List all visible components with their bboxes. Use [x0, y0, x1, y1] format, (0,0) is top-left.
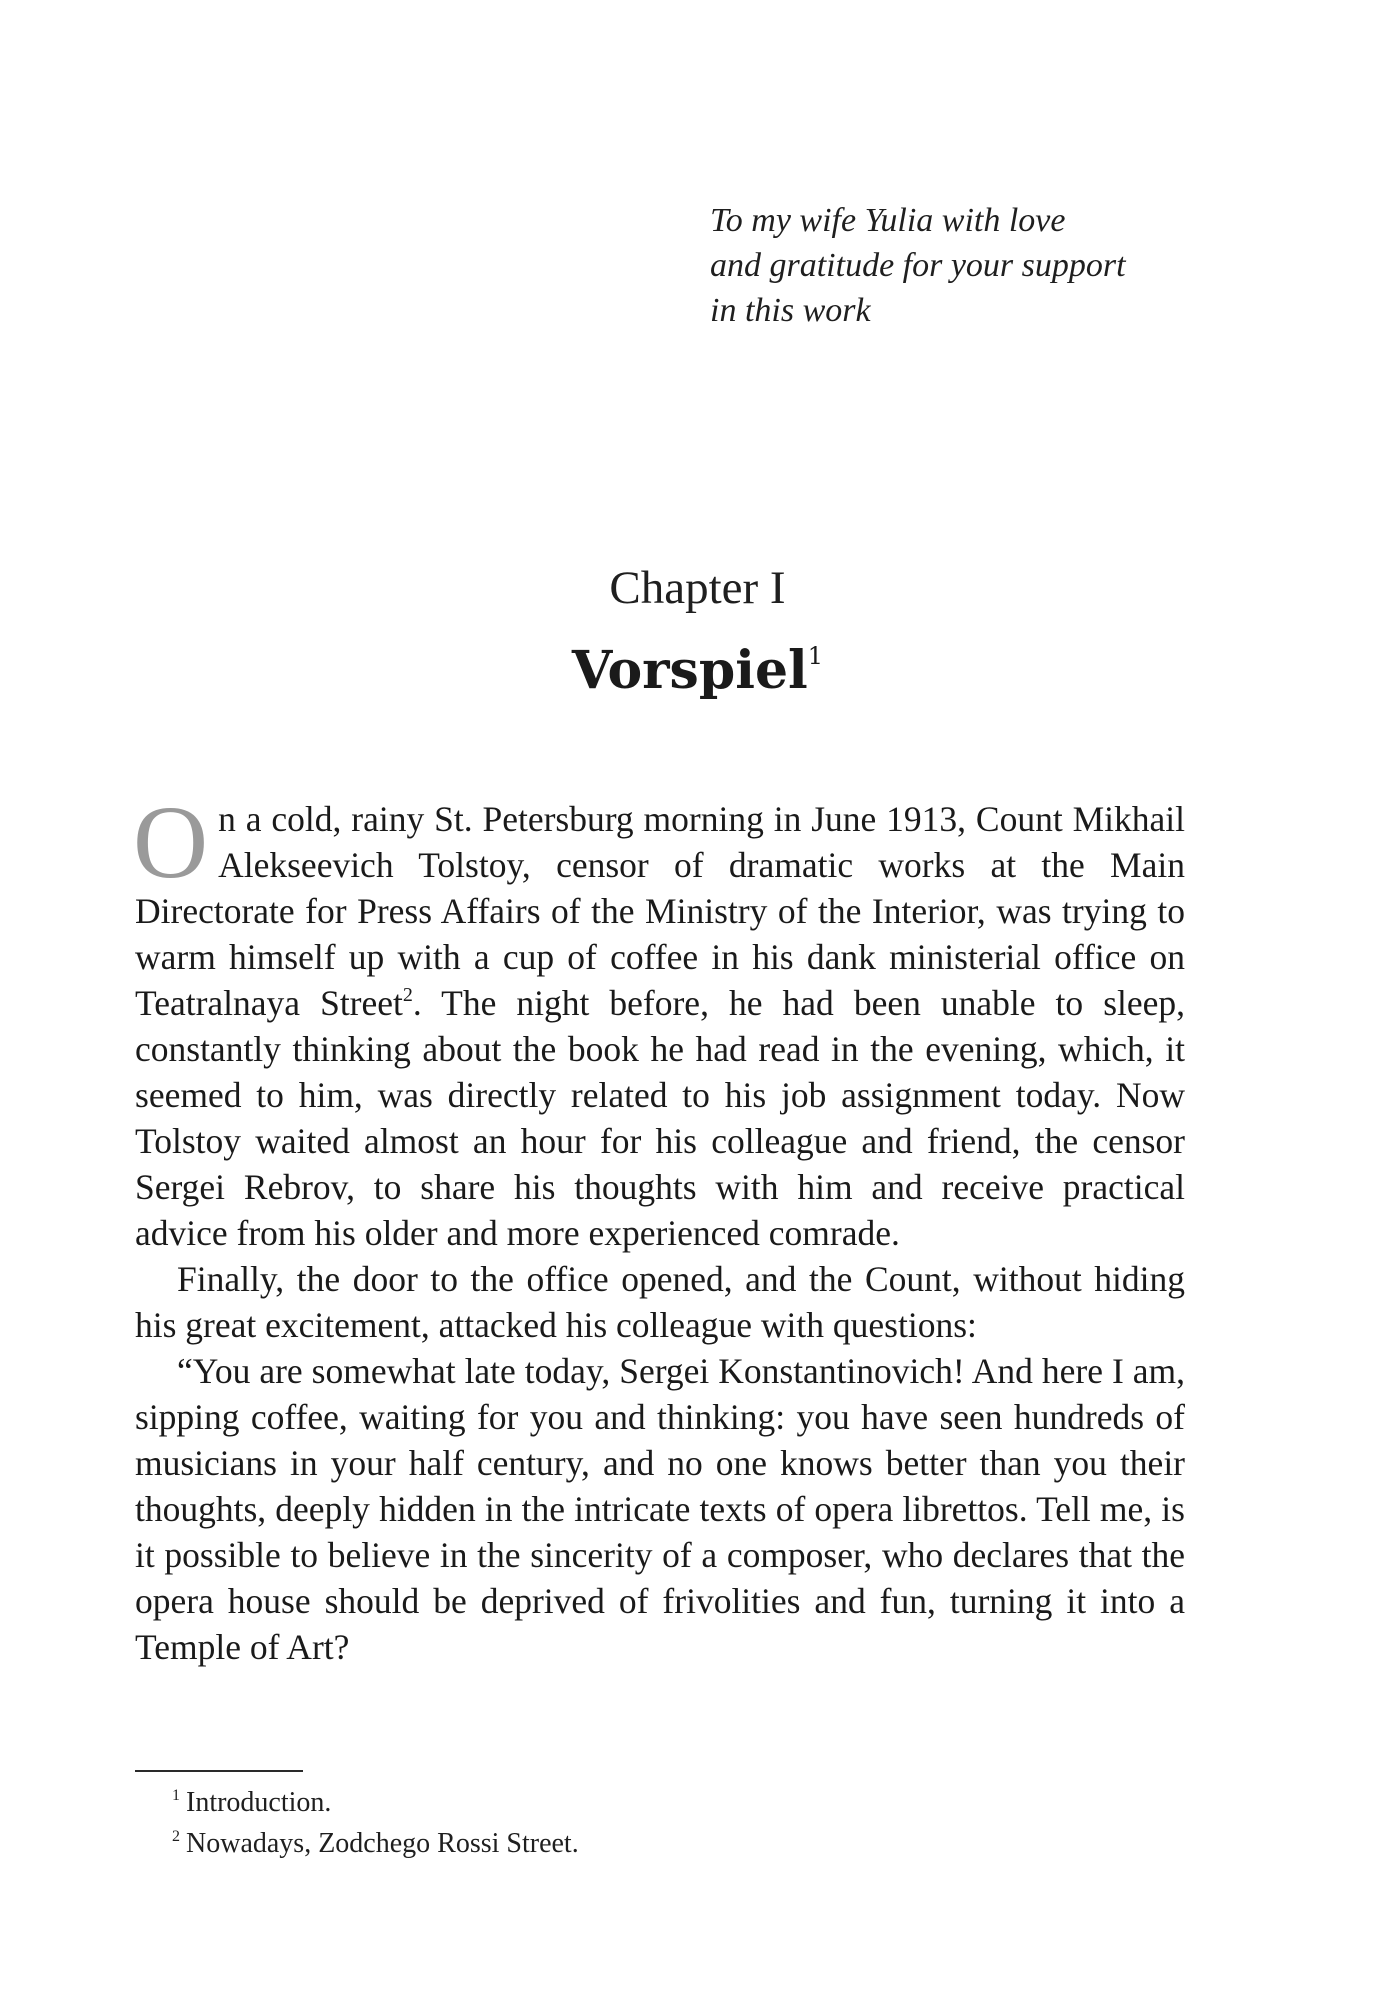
chapter-label: Chapter I: [609, 562, 786, 614]
chapter-title-footnote-ref: 1: [807, 642, 824, 670]
footnote-number: 1: [172, 1787, 180, 1804]
footnote-number: 2: [172, 1828, 180, 1845]
footnote-ref-2: 2: [402, 984, 413, 1006]
paragraph-1-text-a: n a cold, rainy St. Petersburg morning in June 1913, Count Mikhail Alekseevich Tolstoy, censor of dramatic works at the Main Directorate for Press Affairs of the Ministry of the Interior, was trying to warm himself up with a cup of coffee in his dank ministerial office on Teatralnaya Street: [135, 799, 1185, 1023]
dedication-line: To my wife Yulia with love: [710, 202, 1066, 239]
chapter-title: [0, 636, 1395, 706]
paragraph-1: [133, 785, 1186, 1256]
footnote-text: Introduction.: [186, 1787, 332, 1818]
chapter-body: [133, 785, 1186, 1670]
dedication: [710, 198, 1310, 333]
chapter-title-text: Vorspiel: [571, 640, 808, 701]
footnote: [172, 1782, 1072, 1823]
footnote: [172, 1823, 1072, 1864]
dedication-line: in this work: [710, 292, 871, 329]
dedication-line: and gratitude for your support: [710, 247, 1126, 284]
footnote-rule: [135, 1770, 303, 1772]
footnote-text: Nowadays, Zodchego Rossi Street.: [186, 1828, 579, 1859]
paragraph-2: Finally, the door to the office opened, and the Count, without hiding his great excitement, attacked his colleague with questions:: [135, 1259, 1185, 1345]
drop-cap: O: [133, 785, 209, 900]
footnotes: [172, 1782, 1072, 1864]
paragraph-1-text-b: . The night before, he had been unable to sleep, constantly thinking about the book he had read in the evening, which, it seemed to him, was directly related to his job assignment today. Now Tolstoy waited almost an hour for his colleague and friend, the censor Sergei Rebrov, to share his thoughts with him and receive practical advice from his older and more experienced comrade.: [135, 983, 1186, 1253]
paragraph-3: “You are somewhat late today, Sergei Konstantinovich! And here I am, sipping coffee, waiting for you and thinking: you have seen hundreds of musicians in your half century, and no one knows better than you their thoughts, deeply hidden in the intricate texts of opera librettos. Tell me, is it possible to believe in the sincerity of a composer, who declares that the opera house should be deprived of frivolities and fun, turning it into a Temple of Art?: [135, 1351, 1185, 1667]
